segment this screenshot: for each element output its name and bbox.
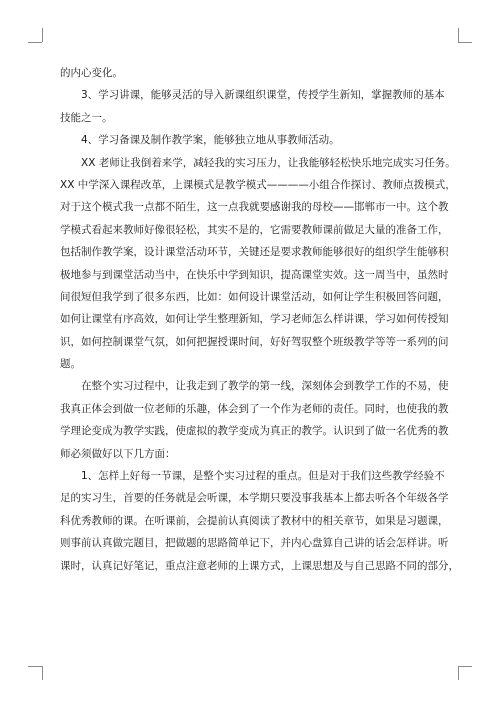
text-line: 在整个实习过程中，让我走到了教学的第一线，深刻体会到教学工作的不易，使 <box>81 380 449 393</box>
text-line: 识，如何控制课堂气氛，如何把握授课时间，好好驾驭整个班级教学等等一系列的问 <box>60 335 449 348</box>
text-line: 1、怎样上好每一节课，是整个实习过程的重点。但是对于我们这些教学经验不 <box>81 470 445 483</box>
text-line: 的内心变化。 <box>60 67 123 79</box>
paragraph <box>60 84 445 129</box>
crop-mark-bottom-right-v <box>458 666 459 680</box>
text-line: XX 老师让我倒着来学，减轻我的实习压力，让我能够轻松快乐地完成实习任务。 <box>81 156 456 169</box>
text-line: 科优秀教师的课。在听课前，会提前认真阅读了教材中的相关章节，如果是习题课， <box>60 514 449 527</box>
paragraph <box>60 465 459 577</box>
paragraph <box>60 152 456 376</box>
paragraph <box>60 62 440 84</box>
paragraph <box>60 129 440 151</box>
text-line: 极地参与到课堂活动当中，在快乐中学到知识，提高课堂实效。这一周当中，虽然时 <box>60 268 449 281</box>
text-line: 课时，认真记好笔记，重点注意老师的上课方式，上课思想及与自己思路不同的部分， <box>60 559 459 572</box>
text-line: 师必须做好以下几方面： <box>60 447 176 460</box>
text-line: 我真正体会到做一位老师的乐趣，体会到了一个作为老师的责任。同时，也使我的教 <box>60 402 449 415</box>
paragraph <box>60 375 449 465</box>
text-line: 学模式看起来教师好像很轻松，其实不是的，它需要教师课前做足大量的准备工作， <box>60 223 449 236</box>
document-body <box>60 62 459 577</box>
text-line: 技能之一。 <box>60 111 113 124</box>
text-line: 则事前认真做完题目，把做题的思路简单记下，并内心盘算自己讲的话会怎样讲。听 <box>60 537 449 550</box>
text-line: 包括制作教学案，设计课堂活动环节，关键还是要求教师能够很好的组织学生能够积 <box>60 246 449 259</box>
crop-mark-top-right-v <box>458 28 459 42</box>
text-line: 题。 <box>60 358 81 371</box>
crop-mark-bottom-left-v <box>42 666 43 680</box>
text-line: 如何让课堂有序高效，如何让学生整理新知，学习老师怎么样讲课，学习如何传授知 <box>60 313 449 326</box>
crop-mark-top-left-h <box>28 42 42 43</box>
text-line: 3、学习讲课，能够灵活的导入新课组织课堂，传授学生新知，掌握教师的基本 <box>81 89 445 102</box>
crop-mark-top-left-v <box>42 28 43 42</box>
crop-mark-bottom-right-h <box>458 666 472 667</box>
text-line: 4、学习备课及制作教学案，能够独立地从事教师活动。 <box>81 134 340 147</box>
text-line: 对于这个模式我一点都不陌生，这一点我就要感谢我的母校——邯郸市一中。这个教 <box>60 201 449 214</box>
text-line: 间很短但我学到了很多东西，比如：如何设计课堂活动，如何让学生积极回答问题， <box>60 290 449 303</box>
text-line: 足的实习生，首要的任务就是会听课，本学期只要没事我基本上都去听各个年级各学 <box>60 492 449 505</box>
crop-mark-top-right-h <box>458 42 472 43</box>
text-line: XX 中学深入课程改革，上课模式是教学模式————小组合作探讨、教师点拨模式， <box>60 178 456 191</box>
crop-mark-bottom-left-h <box>28 666 42 667</box>
text-line: 学理论变成为教学实践，使虚拟的教学变成为真正的教学。认识到了做一名优秀的教 <box>60 425 449 438</box>
